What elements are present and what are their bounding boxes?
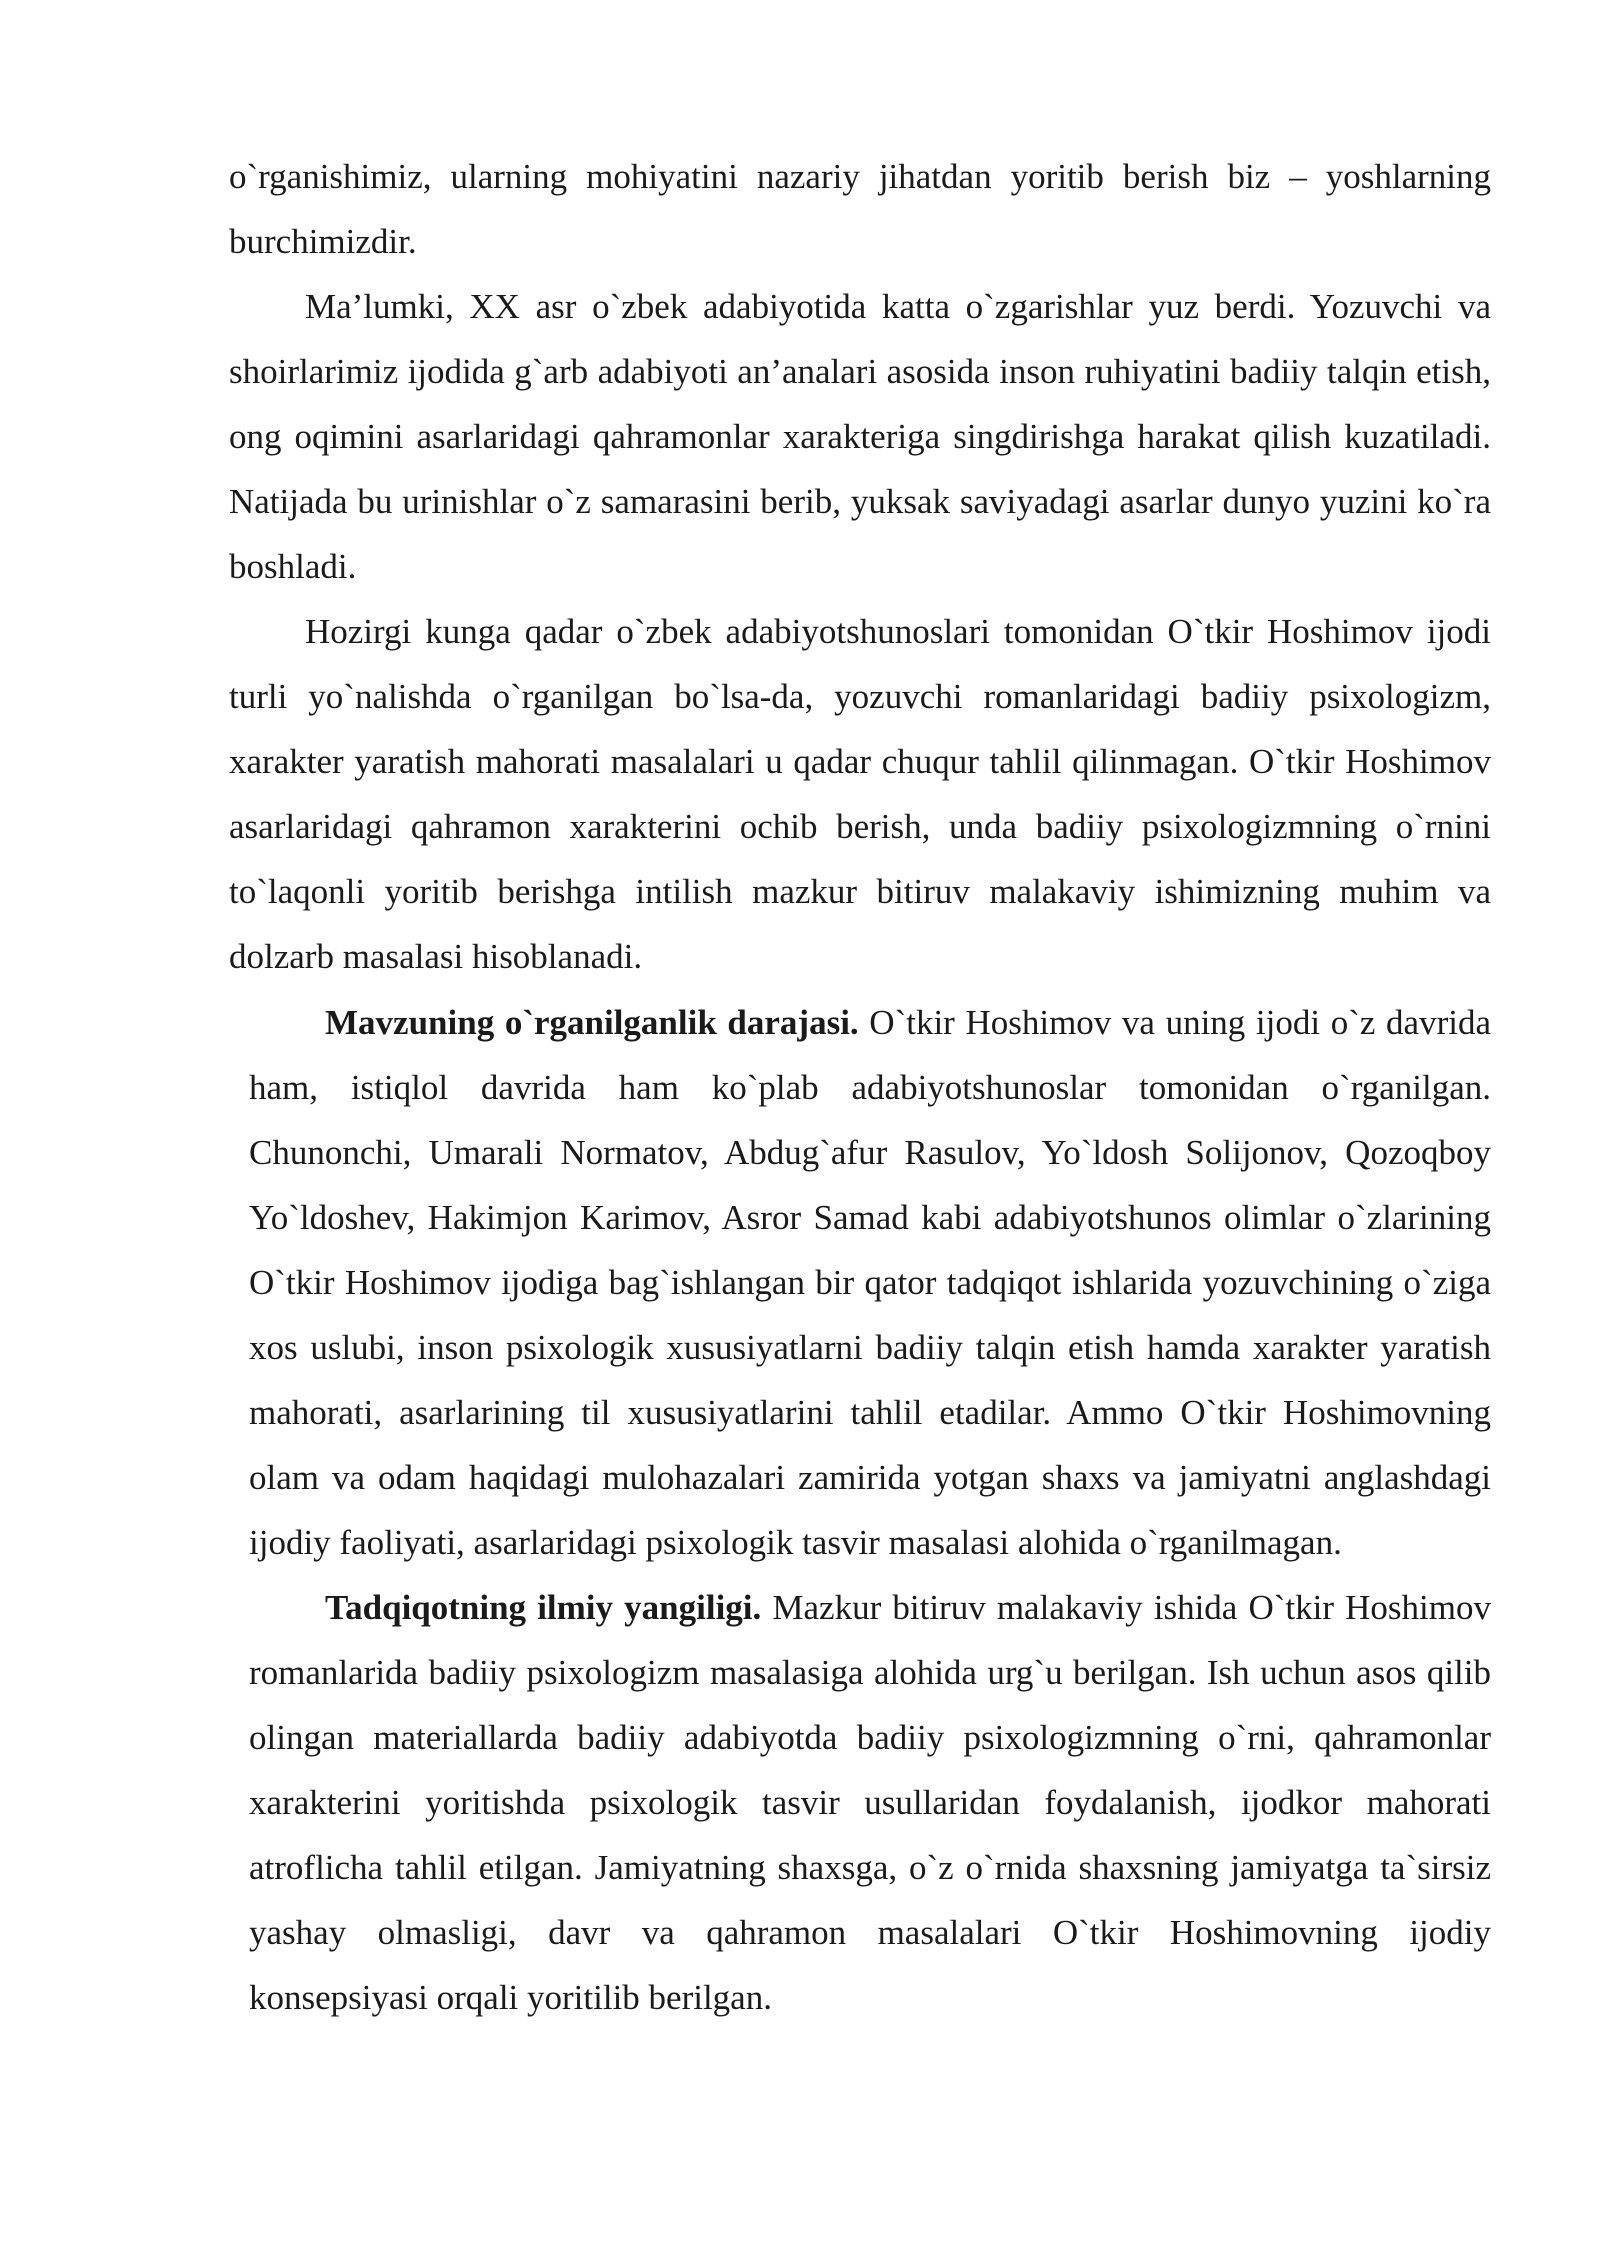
text-block-lower <box>249 990 1491 2030</box>
paragraph-hozirgi: Hozirgi kunga qadar o`zbek adabiyotshunoslari tomonidan O`tkir Hoshimov ijodi turli yo`nalishda o`rganilgan bo`lsa-da, yozuvchi romanlaridagi badiiy psixologizm, xarakter yaratish mahorati masalalari u qadar chuqur tahlil qilinmagan. O`tkir Hoshimov asarlaridagi qahramon xarakterini ochib berish, unda badiiy psixologizmning o`rnini to`laqonli yoritib berishga intilish mazkur bitiruv malakaviy ishimizning muhim va dolzarb masalasi hisoblanadi. <box>229 612 1491 976</box>
paragraph-malumki: Ma’lumki, XX asr o`zbek adabiyotida katta o`zgarishlar yuz berdi. Yozuvchi va shoirlarimiz ijodida g`arb adabiyoti an’analari asosida inson ruhiyatini badiiy talqin etish, ong oqimini asarlaridagi qahramonlar xarakteriga singdirishga harakat qilish kuzatiladi. Natijada bu urinishlar o`z samarasini berib, yuksak saviyadagi asarlar dunyo yuzini ko`ra boshladi. <box>229 287 1491 586</box>
text-block-upper <box>229 144 1491 989</box>
section-body-research-degree: O`tkir Hoshimov va uning ijodi o`z davrida ham, istiqlol davrida ham ko`plab adabiyotshunoslar tomonidan o`rganilgan. Chunonchi, Umarali Normatov, Abdug`afur Rasulov, Yo`ldosh Solijonov, Qozoqboy Yo`ldoshev, Hakimjon Karimov, Asror Samad kabi adabiyotshunos olimlar o`zlarining O`tkir Hoshimov ijodiga bag`ishlangan bir qator tadqiqot ishlarida yozuvchining o`ziga xos uslubi, inson psixologik xususiyatlarni badiiy talqin etish hamda xarakter yaratish mahorati, asarlarining til xususiyatlarini tahlil etadilar. Ammo O`tkir Hoshimovning olam va odam haqidagi mulohazalari zamirida yotgan shaxs va jamiyatni anglashdagi ijodiy faoliyati, asarlaridagi psixologik tasvir masalasi alohida o`rganilmagan. <box>249 1003 1491 1562</box>
section-heading-research-degree: Mavzuning o`rganilganlik darajasi. <box>325 1003 859 1042</box>
section-heading-scientific-novelty: Tadqiqotning ilmiy yangiligi. <box>325 1588 762 1627</box>
paragraph-scientific-novelty <box>249 1575 1491 2030</box>
section-body-scientific-novelty: Mazkur bitiruv malakaviy ishida O`tkir Hoshimov romanlarida badiiy psixologizm masalasiga alohida urg`u berilgan. Ish uchun asos qilib olingan materiallarda badiiy adabiyotda badiiy psixologizmning o`rni, qahramonlar xarakterini yoritishda psixologik tasvir usullaridan foydalanish, ijodkor mahorati atroflicha tahlil etilgan. Jamiyatning shaxsga, o`z o`rnida shaxsning jamiyatga ta`sirsiz yashay olmasligi, davr va qahramon masalalari O`tkir Hoshimovning ijodiy konsepsiyasi orqali yoritilib berilgan. <box>249 1588 1491 2017</box>
paragraph-continued: o`rganishimiz, ularning mohiyatini nazariy jihatdan yoritib berish biz – yoshlarning burchimizdir. <box>229 157 1491 261</box>
paragraph-research-degree <box>249 990 1491 1575</box>
